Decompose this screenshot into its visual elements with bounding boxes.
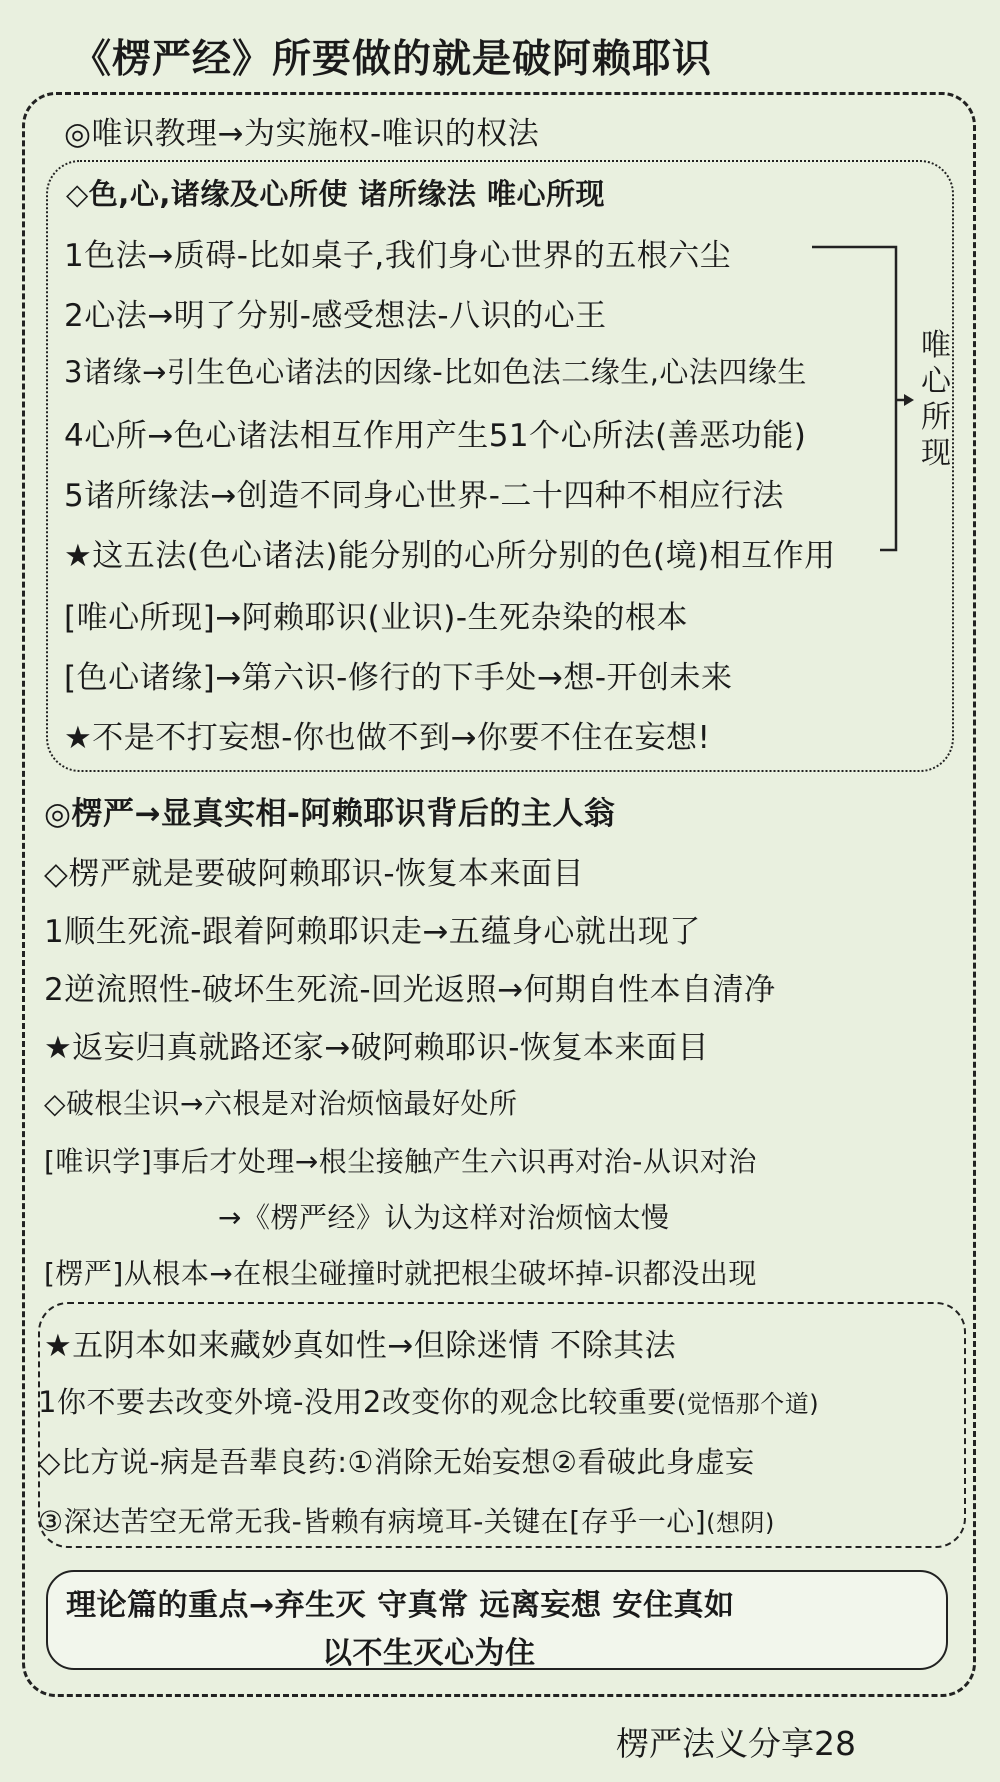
item-4: 4心所→色心诸法相互作用产生51个心所法(善恶功能) <box>64 418 807 454</box>
s2-line-4: ★返妄归真就路还家→破阿赖耶识-恢复本来面目 <box>44 1030 709 1066</box>
s2-line-3: 2逆流照性-破坏生死流-回光返照→何期自性本自清净 <box>44 972 776 1008</box>
box-heading: ◇色,心,诸缘及心所使 诸所缘法 唯心所现 <box>66 177 606 211</box>
s3-line-2-note: (觉悟那个道) <box>676 1390 820 1418</box>
after-3: ★不是不打妄想-你也做不到→你要不住在妄想! <box>64 720 711 756</box>
page-title: 《楞严经》所要做的就是破阿赖耶识 <box>72 37 713 82</box>
summary-line-2: 以不生灭心为住 <box>322 1636 536 1671</box>
s2-line-8: [楞严]从根本→在根尘碰撞时就把根尘破坏掉-识都没出现 <box>44 1257 757 1290</box>
s3-line-3: ◇比方说-病是吾辈良药:①消除无始妄想②看破此身虚妄 <box>38 1445 755 1479</box>
s2-line-2: 1顺生死流-跟着阿赖耶识走→五蕴身心就出现了 <box>44 914 701 950</box>
section1-heading: ◎唯识教理→为实施权-唯识的权法 <box>64 116 540 152</box>
s3-line-4-note: (想阴) <box>706 1509 775 1537</box>
bracket-label: 唯心所现 <box>921 328 951 471</box>
item-2: 2心法→明了分别-感受想法-八识的心王 <box>64 298 607 334</box>
s3-line-2 <box>38 1380 819 1421</box>
s3-line-1: ★五阴本如来藏妙真如性→但除迷情 不除其法 <box>44 1328 677 1364</box>
after-1: [唯心所现]→阿赖耶识(业识)-生死杂染的根本 <box>64 600 689 636</box>
s3-line-2-main: 1你不要去改变外境-没用2改变你的观念比较重要 <box>38 1385 677 1419</box>
s2-line-1: ◇楞严就是要破阿赖耶识-恢复本来面目 <box>44 856 585 892</box>
item-6: ★这五法(色心诸法)能分别的心所分别的色(境)相互作用 <box>64 538 836 574</box>
s3-line-4-main: ③深达苦空无常无我-皆赖有病境耳-关键在[存乎一心] <box>38 1505 707 1538</box>
s2-line-6: [唯识学]事后才处理→根尘接触产生六识再对治-从识对治 <box>44 1145 757 1178</box>
footer-label: 楞严法义分享28 <box>616 1724 856 1763</box>
section2-heading: ◎楞严→显真实相-阿赖耶识背后的主人翁 <box>44 796 616 832</box>
after-2: [色心诸缘]→第六识-修行的下手处→想-开创未来 <box>64 660 733 696</box>
item-1: 1色法→质碍-比如桌子,我们身心世界的五根六尘 <box>64 238 732 274</box>
item-5: 5诸所缘法→创造不同身心世界-二十四种不相应行法 <box>64 478 784 514</box>
item-3: 3诸缘→引生色心诸法的因缘-比如色法二缘生,心法四缘生 <box>64 355 807 389</box>
s2-line-7: →《楞严经》认为这样对治烦恼太慢 <box>218 1201 670 1234</box>
s2-line-5: ◇破根尘识→六根是对治烦恼最好处所 <box>44 1087 518 1120</box>
summary-line-1: 理论篇的重点→弃生灭 守真常 远离妄想 安住真如 <box>66 1588 735 1623</box>
s3-line-4 <box>38 1500 775 1540</box>
